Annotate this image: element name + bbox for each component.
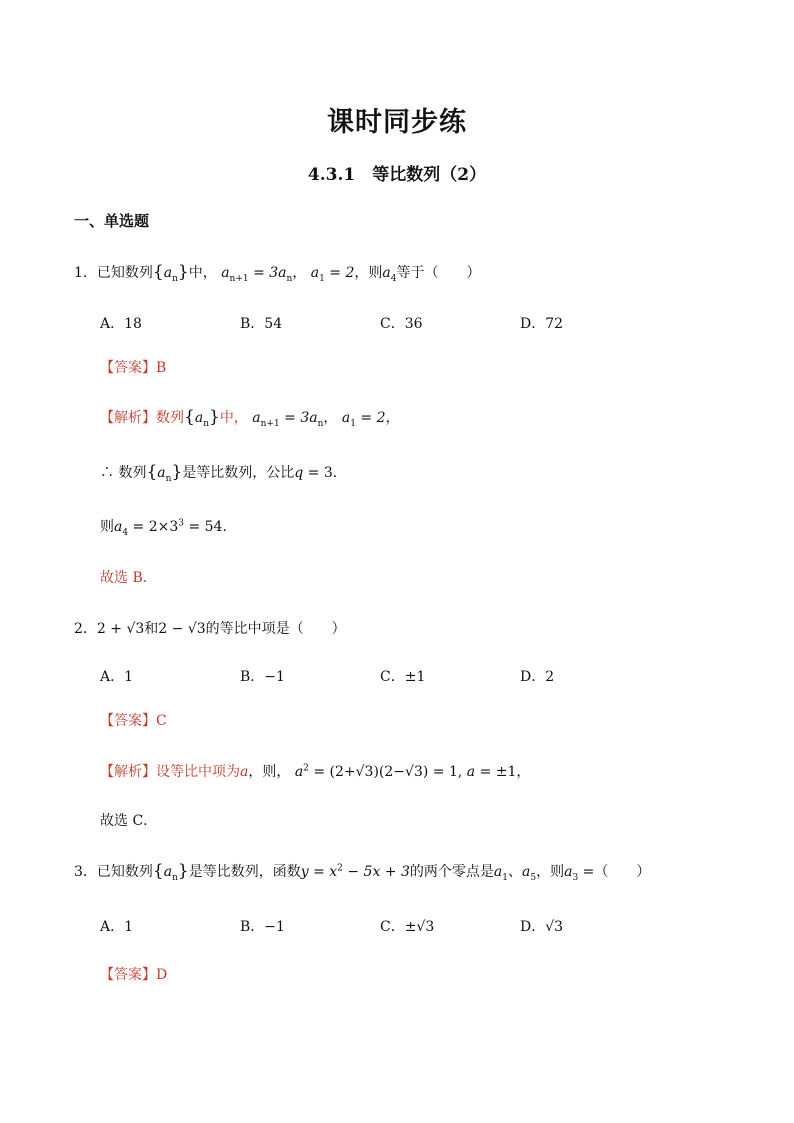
conclusion: 故选 C． bbox=[100, 813, 158, 829]
analysis-text: 中， bbox=[219, 410, 248, 426]
question-1: 1．已知数列$\{a_n\}$中， $a_{n+1} = 3a_n$， $a_1 = 2$，则$a_4$等于（ ） bbox=[74, 262, 481, 284]
question-text: 和 bbox=[144, 621, 159, 637]
question-text: 是等比数列，函数 bbox=[188, 864, 301, 880]
analysis-text: ∴ 数列 bbox=[100, 465, 147, 481]
question-number: 2． bbox=[74, 621, 97, 637]
page-subtitle: 4.3.1 等比数列（2） bbox=[307, 165, 487, 185]
analysis-label: 【解析】 bbox=[100, 764, 156, 780]
question-text: （ ） bbox=[594, 864, 651, 880]
option-a[interactable]: A．18 bbox=[100, 316, 142, 332]
option-text: C．± bbox=[380, 919, 417, 935]
analysis-line-2: ∴ 数列$\{a_n\}$是等比数列，公比q = 3． bbox=[100, 462, 347, 484]
answer-label: 【答案】B bbox=[100, 360, 167, 376]
question-text: 等于（ ） bbox=[396, 265, 481, 281]
analysis-text: 设等比中项为 bbox=[156, 764, 240, 780]
option-b[interactable]: B．−1 bbox=[240, 919, 285, 935]
option-c[interactable]: C．36 bbox=[380, 316, 423, 332]
option-d[interactable]: D．72 bbox=[520, 316, 564, 332]
option-text: D． bbox=[520, 919, 546, 935]
analysis-text: 则 bbox=[100, 519, 114, 535]
question-number: 1． bbox=[74, 265, 97, 281]
answer-label: 【答案】D bbox=[100, 967, 168, 983]
question-text: 已知数列 bbox=[96, 265, 153, 281]
question-text: 的等比中项是（ ） bbox=[205, 621, 346, 637]
page-title: 课时同步练 bbox=[327, 107, 467, 138]
section-heading: 一、单选题 bbox=[74, 212, 150, 230]
question-text: 已知数列 bbox=[96, 864, 153, 880]
analysis-line-3: 则$a_4 = 2\times 3^3 = 54$． bbox=[100, 518, 237, 538]
option-b[interactable]: B．−1 bbox=[240, 669, 285, 685]
question-3: 3．已知数列$\{a_n\}$是等比数列，函数$y = x^2 - 5x + 3$的两个零点是$a_1$、$a_5$，则$a_3$ =（ ） bbox=[74, 861, 651, 883]
option-a[interactable]: A．1 bbox=[100, 919, 134, 935]
question-text: ，则 bbox=[536, 864, 565, 880]
question-text: 中， bbox=[188, 265, 217, 281]
question-text: ， bbox=[292, 265, 307, 281]
analysis-text: ，则， bbox=[248, 764, 291, 780]
analysis-label: 【解析】 bbox=[100, 410, 156, 426]
option-b[interactable]: B．54 bbox=[240, 316, 283, 332]
option-d[interactable]: D．2 bbox=[520, 669, 555, 685]
analysis-line-1: 【解析】设等比中项为a，则， $a^2 = (2+√3)(2-√3) = 1$, a = ±1， bbox=[100, 763, 531, 780]
question-text: 的两个零点是 bbox=[409, 864, 494, 880]
question-2: 2．2 + √3和2 − √3的等比中项是（ ） bbox=[74, 621, 346, 637]
analysis-line-1: 【解析】数列$\{a_n\}$中， $a_{n+1} = 3a_n$， $a_1 = 2$， bbox=[100, 407, 400, 429]
option-d[interactable]: D．√3 bbox=[520, 919, 564, 935]
option-a[interactable]: A．1 bbox=[100, 669, 134, 685]
option-c[interactable]: C．±√3 bbox=[380, 919, 435, 935]
analysis-text: 是等比数列，公比 bbox=[182, 465, 295, 481]
analysis-text: 数列 bbox=[156, 410, 184, 426]
option-c[interactable]: C．±1 bbox=[380, 669, 426, 685]
question-text: ，则 bbox=[354, 265, 383, 281]
question-number: 3． bbox=[74, 864, 97, 880]
conclusion: 故选 B． bbox=[100, 570, 157, 586]
analysis-variable: a bbox=[240, 764, 249, 780]
answer-label: 【答案】C bbox=[100, 713, 167, 729]
